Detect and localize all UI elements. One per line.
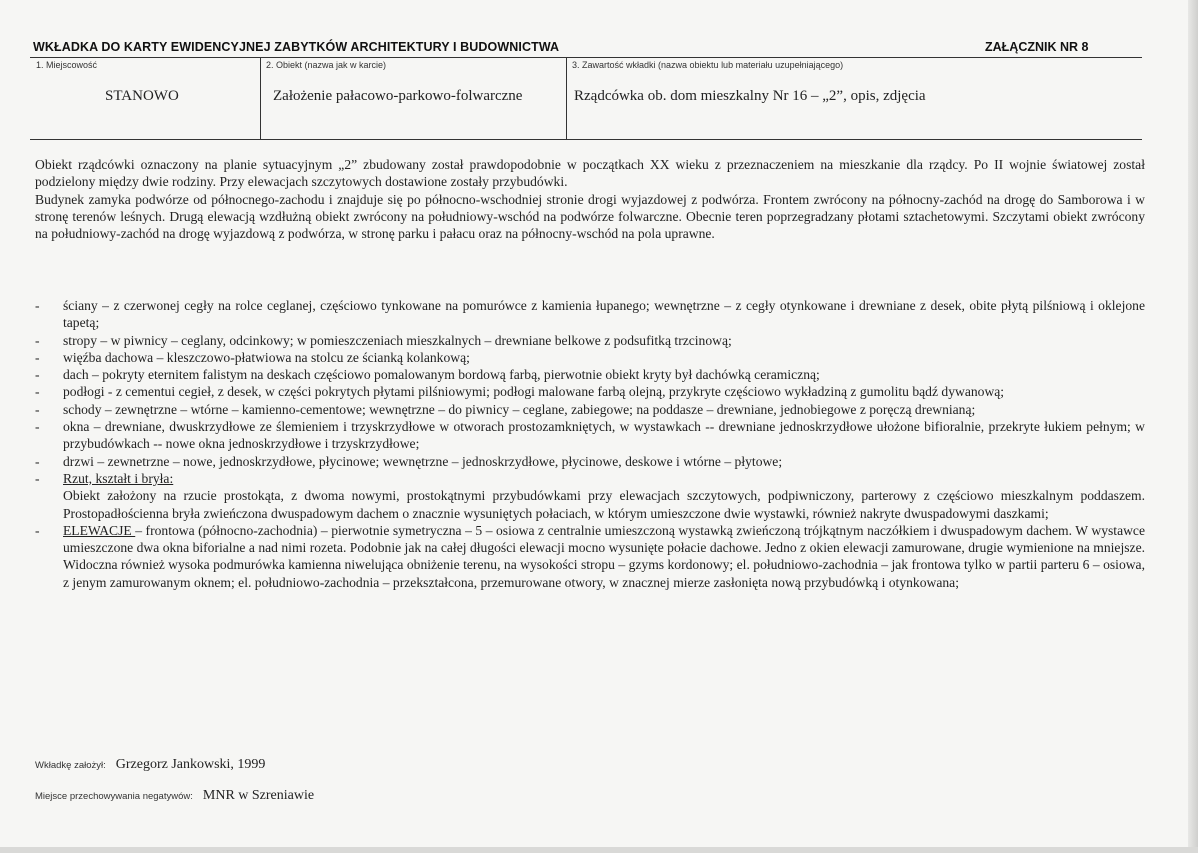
list-dash: -	[35, 470, 40, 486]
author-value: Grzegorz Jankowski, 1999	[115, 757, 266, 772]
list-item-windows	[35, 418, 1145, 453]
storage-label: Miejsce przechowywania negatywów:	[35, 791, 193, 802]
scan-edge-bottom	[0, 847, 1198, 853]
author-line	[35, 755, 265, 773]
header-rule	[30, 57, 1142, 58]
list-item-heading: Rzut, kształt i bryła:	[63, 470, 174, 486]
list-item-doors	[35, 453, 1145, 470]
list-dash: -	[35, 401, 40, 417]
list-item-elevations	[35, 522, 1145, 591]
list-dash: -	[35, 349, 40, 365]
list-dash: -	[35, 332, 40, 348]
field-label-contents: 3. Zawartość wkładki (nazwa obiektu lub materiału uzupełniającego)	[572, 60, 844, 70]
author-label: Wkładkę założył:	[35, 760, 106, 771]
intro-paragraph: Obiekt rządcówki oznaczony na planie sytuacyjnym „2” zbudowany został prawdopodobnie w początkach XX wieku z przeznaczeniem na mieszkanie dla rządcy. Po II wojnie światowej został podzielony między dwie rodziny. Przy elewacjach szczytowych dostawione zostały przybudówki.	[35, 157, 1145, 190]
list-item-text: podłogi - z cementui cegieł, z desek, w części pokrytych płytami pilśniowymi; podłogi malowane farbą olejną, przykryte częściowo wykładziną z gumolitu bądź dywanową;	[63, 384, 1005, 400]
list-dash: -	[35, 522, 40, 538]
list-item-roof-truss	[35, 349, 1145, 366]
list-item-text: – frontowa (północno-zachodnia) – pierwotnie symetryczna – 5 – osiowa z centralnie umieszczoną wystawką zwieńczoną trójkątnym naczółkiem i dwuspadowym dachem. W wystawce umieszczone dwa okna biforialne a nad nimi rozeta. Podobnie jak na całej długości elewacji mocno wysunięte połacie dachowe. Jedno z okien elewacji zamurowane, drugie wymienione na mniejsze. Widoczna również wysoka podmurówka kamienna niwelująca obniżenie terenu, na wysokości stropu – gzyms kordonowy; el. południowo-zachodnia – jak frontowa tylko w partii parteru 6 – osiowa, z jenym zamurowanym oknem; el. południowo-zachodnia – przekształcona, przemurowane otwory, w znacznej mierze zasłonięta nową przybudówką i otynkowana;	[63, 522, 1145, 590]
fields-bottom-rule	[30, 139, 1142, 140]
list-dash: -	[35, 453, 40, 469]
scan-edge-right	[1188, 0, 1198, 853]
field-divider-2	[566, 57, 567, 139]
annex-number: ZAŁĄCZNIK NR 8	[985, 40, 1089, 54]
field-divider-1	[260, 57, 261, 139]
list-item-walls	[35, 297, 1145, 332]
field-value-object: Założenie pałacowo-parkowo-folwarczne	[273, 88, 523, 104]
list-item-text: ściany – z czerwonej cegły na rolce ceglanej, częściowo tynkowane na pomurówce z kamienia łupanego; wewnętrzne – z cegły otynkowane i drewniane z desek, obite płytą pilśniową i oklejone tapetą;	[63, 298, 1145, 331]
list-dash: -	[35, 298, 40, 313]
list-dash: -	[35, 384, 40, 400]
list-item-roof	[35, 366, 1145, 383]
list-item-plan	[35, 470, 1145, 522]
list-dash: -	[35, 419, 40, 435]
list-item-text: okna – drewniane, dwuskrzydłowe ze ślemieniem i trzyskrzydłowe w otworach prostozamkniętych, w wystawkach -- drewniane jednoskrzydłowe ułożone bifioralnie, przekryte łukiem pełnym; w przybudówkach -- nowe okna jednoskrzydłowe i trzyskrzydłowe;	[63, 419, 1145, 452]
list-item-text: schody – zewnętrzne – wtórne – kamienno-cementowe; wewnętrzne – do piwnicy – ceglane, zabiegowe; na poddasze – drewniane, jednobiegowe z poręczą drewnianą;	[63, 401, 976, 417]
field-label-object: 2. Obiekt (nazwa jak w karcie)	[266, 60, 387, 70]
list-item-text: więźba dachowa – kleszczowo-płatwiowa na stolcu ze ścianką kolankową;	[63, 349, 470, 365]
field-value-contents: Rządcówka ob. dom mieszkalny Nr 16 – „2”, opis, zdjęcia	[574, 88, 926, 104]
document-title: WKŁADKA DO KARTY EWIDENCYJNEJ ZABYTKÓW ARCHITEKTURY I BUDOWNICTWA	[33, 40, 560, 54]
list-dash: -	[35, 367, 40, 383]
list-item-floors	[35, 383, 1145, 400]
storage-value: MNR w Szreniawie	[202, 788, 315, 803]
intro-paragraph: Budynek zamyka podwórze od północnego-zachodu i znajduje się po północno-wschodniej stronie drogi wyjazdowej z podwórza. Frontem zwrócony na północny-zachód na drogę do Samborowa i w stronę terenów leśnych. Drugą elewacją wzdłużną obiekt zwrócony na południowy-wschód na podwórze folwarczne. Obecnie teren poprzegradzany płotami sztachetowymi. Szczytami obiekt zwrócony na południowy-zachód na drogę wyjazdową z podwórza, w stronę parku i pałacu oraz na północny-wschód na pola uprawne.	[35, 191, 1145, 242]
field-label-locality: 1. Miejscowość	[36, 60, 98, 70]
list-item-text: drzwi – zewnetrzne – nowe, jednoskrzydłowe, płycinowe; wewnętrzne – jednoskrzydłowe, płycinowe, deskowe i wtórne – płytowe;	[63, 453, 783, 469]
list-item-text: dach – pokryty eternitem falistym na deskach częściowo pomalowanym bordową farbą, pierwotnie obiekt kryty był dachówką ceramiczną;	[63, 367, 820, 383]
list-item-text: Obiekt założony na rzucie prostokąta, z dwoma nowymi, prostokątnymi przybudówkami przy elewacjach szczytowych, podpiwniczony, parterowy z częściowo mieszkalnym poddaszem. Prostopadłościenna bryła zwieńczona dwuspadowym dachem o znacznie wysuniętych połaciach, w którym umieszczone dwie wystawki, również nakryte dwuspadowymi daszkami;	[63, 488, 1145, 521]
storage-line	[35, 786, 314, 804]
list-item-text: stropy – w piwnicy – ceglany, odcinkowy; w pomieszczeniach mieszkalnych – drewniane belkowe z podsufitką trzcinową;	[63, 332, 732, 348]
description-intro	[35, 156, 1145, 242]
list-item-heading: ELEWACJE	[63, 522, 136, 538]
field-value-locality: STANOWO	[105, 88, 179, 104]
list-item-ceilings	[35, 332, 1145, 349]
element-list	[35, 297, 1145, 591]
list-item-stairs	[35, 401, 1145, 418]
